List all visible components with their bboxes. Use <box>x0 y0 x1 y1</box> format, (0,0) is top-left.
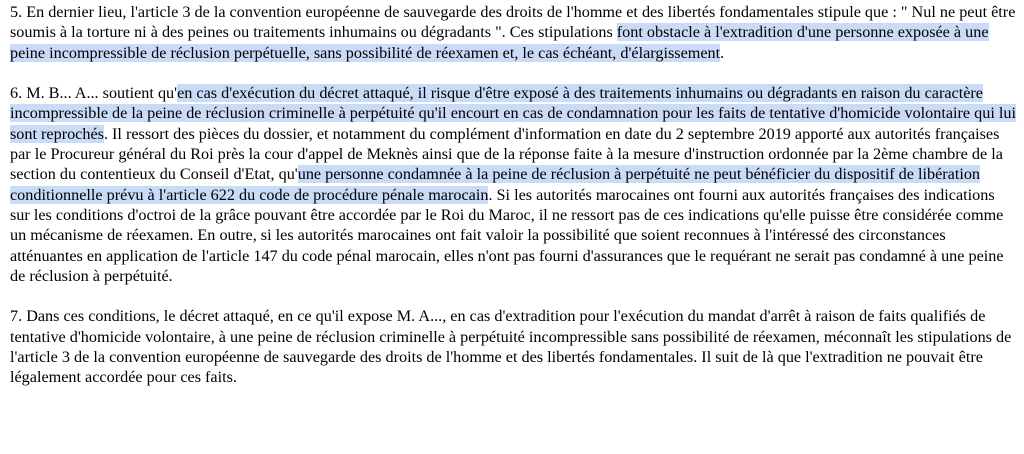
paragraph-text: . <box>720 43 725 62</box>
paragraph-7 <box>10 306 1016 387</box>
paragraph-text: 6. M. B... A... soutient qu' <box>10 84 178 103</box>
selected-text[interactable]: en cas d'exécution du décret attaqué, il risque d'être exposé à des traitements inhumains ou dégradants en raison du caractère incompressible de la peine de réclusion criminelle à perpétuité qu'il encourt en cas de condamnation pour les faits de tentative d'homicide volontaire qui lui sont reprochés <box>10 84 1016 143</box>
paragraph-text: . Si les autorités marocaines ont fourni aux autorités françaises des indications sur les conditions d'octroi de la grâce pouvant être accordée par le Roi du Maroc, il ne ressort pas de ces indications qu'elle puisse être considérée comme un mécanisme de réexamen. En outre, si les autorités marocaines ont fait valoir la possibilité que soient reconnues à l'intéressé des circonstances atténuantes en application de l'article 147 du code pénal marocain, elles n'ont pas fourni d'assurances que le requérant ne serait pas condamné à une peine de réclusion à perpétuité. <box>10 185 1004 285</box>
paragraph-6 <box>10 83 1016 286</box>
paragraph-text: . Il ressort des pièces du dossier, et notamment du complément d'information en date du 2 septembre 2019 apporté aux autorités françaises par le Procureur général du Roi près la cour d'appel de Meknès ainsi que de la réponse faite à la mesure d'instruction ordonnée par la 2ème chambre de la section du contentieux du Conseil d'Etat, qu' <box>10 124 1003 184</box>
document-body <box>10 2 1016 408</box>
paragraph-text: 5. En dernier lieu, l'article 3 de la convention européenne de sauvegarde des droits de l'homme et des libertés fondamentales stipule que : " Nul ne peut être soumis à la torture ni à des peines ou traitements inhumains ou dégradants ". Ces stipulations <box>10 3 1016 42</box>
selected-text[interactable]: font obstacle à l'extradition d'une personne exposée à une peine incompressible de réclusion perpétuelle, sans possibilité de réexamen et, le cas échéant, d'élargissement <box>10 23 989 62</box>
paragraph-5 <box>10 2 1016 63</box>
paragraph-text: 7. Dans ces conditions, le décret attaqué, en ce qu'il expose M. A..., en cas d'extradition pour l'exécution du mandat d'arrêt à raison de faits qualifiés de tentative d'homicide volontaire, à une peine de réclusion criminelle à perpétuité incompressible sans possibilité de réexamen, méconnaît les stipulations de l'article 3 de la convention européenne de sauvegarde des droits de l'homme et des libertés fondamentales. Il suit de là que l'extradition ne pouvait être légalement accordée pour ces faits. <box>10 307 1012 387</box>
selected-text[interactable]: une personne condamnée à la peine de réclusion à perpétuité ne peut bénéficier du dispositif de libération conditionnelle prévu à l'article 622 du code de procédure pénale marocain <box>10 165 981 204</box>
